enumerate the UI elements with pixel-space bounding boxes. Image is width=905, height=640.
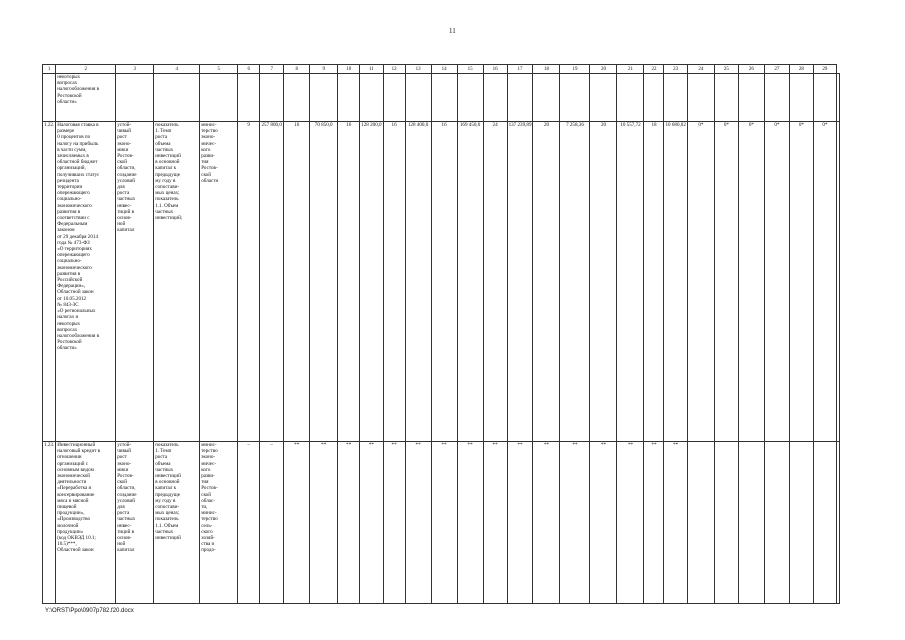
text-line: инвес- [117, 522, 132, 529]
text-line: Областной закон [57, 547, 94, 554]
text-line: мяса и мясной [57, 497, 89, 504]
column-number: 29 [813, 65, 836, 74]
text-line: ства и [201, 541, 215, 548]
text-line: Инвестиционный [57, 442, 96, 448]
text-line: областной бюджет [57, 159, 98, 166]
text-line: 1. Темп [155, 448, 172, 455]
text-line: создание [117, 491, 137, 498]
value-cell [360, 74, 383, 122]
text-line: кого [201, 466, 211, 473]
value-cell [687, 442, 714, 604]
text-line: объема [155, 140, 171, 147]
value-cell: – [260, 442, 284, 604]
text-line: мики [117, 146, 129, 153]
row-indicator [154, 122, 200, 442]
table-row [43, 74, 840, 122]
value-cell: ** [590, 442, 617, 604]
column-number: 5 [200, 65, 238, 74]
text-line: опережающего [57, 252, 90, 259]
text-line: в основной [155, 159, 180, 166]
text-line: Ростов- [117, 473, 134, 480]
text-line: консервирование [57, 491, 95, 498]
value-cell [836, 442, 839, 604]
text-line: чивый [117, 128, 132, 135]
row-name [56, 74, 116, 122]
value-cell [533, 74, 560, 122]
text-line: минис- [201, 510, 217, 517]
value-cell: 16 [431, 122, 457, 442]
text-line: № 843-ЗС [57, 301, 79, 308]
column-number: 18 [533, 65, 560, 74]
text-line: мики [117, 466, 129, 473]
value-cell [507, 74, 533, 122]
value-cell [383, 74, 405, 122]
text-line: 1.1. Объем [155, 522, 179, 529]
text-line: кого [201, 146, 211, 153]
column-number: 24 [687, 65, 714, 74]
text-line: капитал [117, 547, 135, 554]
value-cell [457, 74, 483, 122]
text-line: мичес- [201, 140, 217, 147]
text-line: условий [117, 497, 135, 504]
text-line: рост [117, 454, 127, 461]
document-file-path: Y:\ORST\Ppo\0907p782.f20.docx [45, 608, 134, 614]
value-cell [260, 74, 284, 122]
text-line: роста [155, 454, 168, 461]
text-line: территории [57, 184, 83, 191]
header-row [43, 65, 840, 74]
text-line: «Производство [57, 516, 91, 523]
value-cell: 128 200,0 [360, 122, 383, 442]
text-line: частных [155, 208, 174, 215]
text-line: социально- [57, 196, 82, 203]
text-line: сопостави- [155, 184, 180, 191]
text-line: предыдуще [155, 171, 180, 178]
value-cell [664, 74, 687, 122]
value-cell: 128 400,0 [405, 122, 431, 442]
text-line: зачисляемых в [57, 153, 89, 160]
value-cell [813, 74, 836, 122]
column-number: 20 [590, 65, 617, 74]
text-line: получивших статус [57, 171, 100, 178]
row-responsible [200, 74, 238, 122]
text-line: основ- [117, 535, 132, 542]
text-line: ской [201, 491, 211, 498]
value-cell: ** [507, 442, 533, 604]
text-line: в части сумм, [57, 146, 87, 153]
text-line: мых ценах; [155, 510, 180, 517]
value-cell: ** [457, 442, 483, 604]
row-id: 1.23. [43, 442, 56, 604]
column-number: 23 [664, 65, 687, 74]
text-line: «О региональных [57, 308, 96, 315]
text-line: разви- [201, 473, 215, 480]
value-cell: ** [664, 442, 687, 604]
column-number: 4 [154, 65, 200, 74]
text-line: продукции» [57, 528, 84, 535]
row-goal [116, 442, 154, 604]
budget-table [42, 64, 840, 604]
value-cell: 20 [533, 122, 560, 442]
text-line: капитал к [155, 165, 177, 172]
text-line: (код ОКВЭД 10.1; [57, 535, 96, 542]
value-cell: 16 [383, 122, 405, 442]
text-line: области, [117, 485, 136, 492]
value-cell [590, 74, 617, 122]
value-cell: ** [483, 442, 507, 604]
text-line: некоторых [57, 320, 81, 327]
text-line: опережающего [57, 190, 90, 197]
text-line: Федерации», [57, 283, 86, 290]
text-line: ской [201, 171, 211, 178]
value-cell [764, 74, 789, 122]
value-cell [836, 122, 839, 442]
row-indicator [154, 74, 200, 122]
text-line: ской [117, 479, 127, 486]
value-cell [310, 74, 338, 122]
text-line: показатель [155, 516, 179, 523]
row-indicator [154, 442, 200, 604]
text-line: ского [201, 528, 213, 535]
value-cell [714, 442, 738, 604]
text-line: устой- [117, 442, 132, 448]
value-cell: 70 850,0 [310, 122, 338, 442]
value-cell [644, 74, 664, 122]
value-cell [338, 74, 360, 122]
text-line: размере [57, 128, 75, 135]
column-number: 17 [507, 65, 533, 74]
text-line: законом [57, 227, 75, 234]
value-cell: 0* [714, 122, 738, 442]
text-line: инвестиций [155, 473, 181, 480]
text-line: устой- [117, 122, 132, 128]
value-cell: 0* [738, 122, 764, 442]
value-cell: 16 [338, 122, 360, 442]
row-name [56, 122, 116, 442]
text-line: налогообложения в [57, 332, 99, 339]
text-line: вопросах [57, 326, 78, 333]
value-cell [836, 74, 839, 122]
text-line: организаций, [57, 165, 86, 172]
column-number: 7 [260, 65, 284, 74]
value-cell [764, 442, 789, 604]
text-line: эконо- [117, 460, 132, 467]
text-line: 1.1. Объем [155, 202, 179, 209]
value-cell: 137 239,89 [507, 122, 533, 442]
value-cell [714, 74, 738, 122]
text-line: области» [57, 345, 77, 352]
text-line: терство [201, 448, 218, 455]
text-line: налоговый кредит в [57, 448, 101, 455]
column-number: 11 [360, 65, 383, 74]
text-line: ной [117, 221, 126, 228]
value-cell: 20 [590, 122, 617, 442]
row-id [43, 74, 56, 122]
text-line: продо- [201, 547, 216, 554]
value-cell [617, 74, 644, 122]
text-line: капитал к [155, 485, 177, 492]
text-line: Налоговая ставка в [57, 122, 99, 128]
text-line: мичес- [201, 460, 217, 467]
row-responsible [200, 122, 238, 442]
value-cell: ** [431, 442, 457, 604]
text-line: тиций в [117, 208, 134, 215]
text-line: сель- [201, 522, 213, 529]
text-line: инвестиций [155, 153, 181, 160]
text-line: области [201, 177, 219, 184]
text-line: капитал [117, 227, 135, 234]
text-line: ти, [201, 504, 208, 511]
text-line: рост [117, 134, 127, 141]
text-line: тиций в [117, 528, 134, 535]
page-number: 11 [449, 27, 456, 35]
text-line: Федеральным [57, 221, 88, 228]
text-line: резидента [57, 177, 79, 184]
value-cell [284, 74, 310, 122]
table-row [43, 442, 840, 604]
value-cell [560, 74, 590, 122]
column-number: 14 [431, 65, 457, 74]
value-cell [738, 74, 764, 122]
text-line: продукции», [57, 510, 85, 517]
value-cell: ** [360, 442, 383, 604]
text-line: роста [117, 190, 130, 197]
value-cell: 18 [644, 122, 664, 442]
text-line: молочной [57, 522, 79, 529]
text-line: Ростов- [201, 165, 218, 172]
value-cell: ** [533, 442, 560, 604]
text-line: вопросах [57, 80, 78, 87]
text-line: частных [117, 516, 136, 523]
text-line: роста [117, 510, 130, 517]
value-cell: 0* [789, 122, 813, 442]
text-line: отношении [57, 454, 82, 461]
value-cell: ** [383, 442, 405, 604]
text-line: соответствии с [57, 215, 90, 222]
column-number: 21 [617, 65, 644, 74]
text-line: облас- [201, 497, 215, 504]
text-line: му году в [155, 497, 176, 504]
value-cell: 169 450,0 [457, 122, 483, 442]
row-goal [116, 74, 154, 122]
column-number: 16 [483, 65, 507, 74]
text-line: экономической [57, 473, 90, 480]
text-line: показатель [155, 442, 179, 448]
text-line: развития в [57, 270, 81, 277]
text-line: инвес- [117, 202, 132, 209]
row-name [56, 442, 116, 604]
text-line: му году в [155, 177, 176, 184]
text-line: налогу на прибыль [57, 140, 99, 147]
text-line: для [117, 184, 125, 191]
text-line: Ростов- [201, 485, 218, 492]
text-line: разви- [201, 153, 215, 160]
text-line: области» [57, 98, 77, 105]
text-line: минис- [201, 442, 217, 448]
text-line: экономического [57, 202, 92, 209]
text-line: деятельности [57, 479, 87, 486]
text-line: «О территориях [57, 246, 92, 253]
text-line: от 29 декабря 2014 [57, 233, 98, 240]
text-line: пищевой [57, 504, 77, 511]
column-number: 22 [644, 65, 664, 74]
column-number: 10 [338, 65, 360, 74]
value-cell: ** [617, 442, 644, 604]
text-line: года № 473-ФЗ [57, 239, 90, 246]
text-line: роста [155, 134, 168, 141]
text-line: частных [155, 528, 174, 535]
text-line: в основной [155, 479, 180, 486]
text-line: Ростовской [57, 92, 82, 99]
text-line: «Переработка и [57, 485, 92, 492]
value-cell [238, 74, 260, 122]
value-cell: 10 680,02 [664, 122, 687, 442]
value-cell [789, 442, 813, 604]
value-cell [431, 74, 457, 122]
value-cell: 0* [764, 122, 789, 442]
text-line: терство [201, 128, 218, 135]
text-line: Ростов- [117, 153, 134, 160]
column-number: 3 [116, 65, 154, 74]
value-cell [483, 74, 507, 122]
value-cell: ** [644, 442, 664, 604]
value-cell: ** [560, 442, 590, 604]
text-line: сопостави- [155, 504, 180, 511]
column-number: 15 [457, 65, 483, 74]
text-line: Областной закон [57, 289, 94, 296]
row-id: 1.22. [43, 122, 56, 442]
text-line: ной [117, 541, 126, 548]
value-cell: ** [405, 442, 431, 604]
row-responsible [200, 442, 238, 604]
column-number: 6 [238, 65, 260, 74]
column-number: 8 [284, 65, 310, 74]
column-number: 13 [405, 65, 431, 74]
text-line: мых ценах; [155, 190, 180, 197]
column-number: 25 [714, 65, 738, 74]
column-number: 19 [560, 65, 590, 74]
text-line: социально- [57, 258, 82, 265]
text-line: условий [117, 177, 135, 184]
text-line: налогах и [57, 314, 79, 321]
text-line: основным видом [57, 466, 94, 473]
text-line: экономического [57, 264, 92, 271]
column-number: 26 [738, 65, 764, 74]
text-line: объема [155, 460, 171, 467]
text-line: частных [155, 146, 174, 153]
text-line: основ- [117, 215, 132, 222]
value-cell: 10 557,72 [617, 122, 644, 442]
text-line: тия [201, 159, 209, 166]
column-number: 9 [310, 65, 338, 74]
text-line: организаций с [57, 460, 89, 467]
text-line: инвестиций [155, 535, 181, 542]
column-number: 28 [789, 65, 813, 74]
text-line: эконо- [117, 140, 132, 147]
value-cell: 7 258,36 [560, 122, 590, 442]
text-line: чивый [117, 448, 132, 455]
text-line: от 10.05.2012 [57, 295, 87, 302]
text-line: частных [117, 196, 136, 203]
text-line: развития в [57, 208, 81, 215]
text-line: ской [117, 159, 127, 166]
value-cell: 257 800,0 [260, 122, 284, 442]
text-line: создание [117, 171, 137, 178]
text-line: минис- [201, 122, 217, 128]
value-cell: ** [284, 442, 310, 604]
value-cell: ** [310, 442, 338, 604]
column-number: 27 [764, 65, 789, 74]
value-cell [738, 442, 764, 604]
text-line: показатель [155, 122, 179, 128]
text-line: эконо- [201, 454, 216, 461]
value-cell: 24 [483, 122, 507, 442]
text-line: 1. Темп [155, 128, 172, 135]
value-cell [813, 442, 836, 604]
text-line: для [117, 504, 125, 511]
row-goal [116, 122, 154, 442]
text-line: 0 процентов по [57, 134, 91, 141]
value-cell: 0* [687, 122, 714, 442]
text-line: хозяй- [201, 535, 215, 542]
value-cell [405, 74, 431, 122]
text-line: Ростовской [57, 339, 82, 346]
text-line: тия [201, 479, 209, 486]
text-line: инвестиций; [155, 215, 183, 222]
text-line: области, [117, 165, 136, 172]
value-cell: – [238, 442, 260, 604]
value-cell [687, 74, 714, 122]
column-number: 2 [56, 65, 116, 74]
text-line: предыдуще [155, 491, 180, 498]
table-row [43, 122, 840, 442]
text-line: эконо- [201, 134, 216, 141]
column-number: 1 [43, 65, 56, 74]
value-cell [789, 74, 813, 122]
text-line: налогообложения в [57, 86, 99, 93]
text-line: некоторых [57, 74, 81, 80]
text-line: показатель [155, 196, 179, 203]
text-line: 10.5)***, [57, 541, 77, 548]
value-cell: 0* [813, 122, 836, 442]
value-cell: 9 [238, 122, 260, 442]
text-line: частных [155, 466, 174, 473]
column-number: 12 [383, 65, 405, 74]
value-cell: 16 [284, 122, 310, 442]
value-cell: ** [338, 442, 360, 604]
text-line: Российской [57, 277, 83, 284]
text-line: терство [201, 516, 218, 523]
